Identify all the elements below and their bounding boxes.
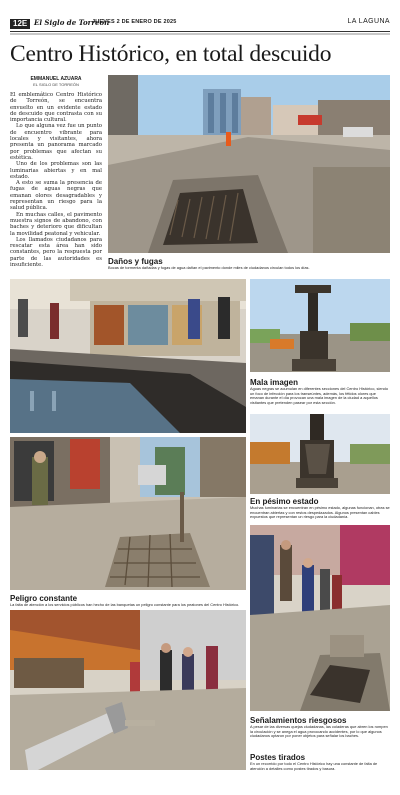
caption-text-postes: En un recorrido por todo el Centro Histórico hay una constante de falta de atención a detalles como postes tirados y basura. — [250, 761, 378, 771]
page-number: 12E — [10, 19, 30, 29]
caption-text-mala-imagen: Aguas negras se acumulan en diferentes secciones del Centro Histórico, siendo un foco de infección para los transeúntes, además, los fétidos olores que emanan durante el día provocan una mala imagen de la ciudad a aquellos visitantes que pretenden pasear por esta sección. — [250, 386, 388, 405]
photo-street-drain — [108, 75, 390, 253]
article-paragraph: A esto se suma la presencia de fugas de aguas negras que emanan olores desagradables y representan un riesgo para la salud pública. — [10, 180, 102, 212]
caption-text-senalamientos: A pesar de las diversas quejas ciudadanas, las coladeras que abren los rompen la circulación y se anega el agua provocando accidentes, por lo que algunos ciudadanos optaron por poner objetos para señalar los baches. — [250, 724, 388, 739]
photo-lamp-base — [250, 414, 390, 494]
photo-broken-grate — [10, 437, 246, 590]
caption-title-pesimo: En pésimo estado — [250, 497, 319, 506]
masthead-rule-grey — [10, 33, 390, 35]
masthead-rule — [10, 31, 390, 32]
photo-sewage-sidewalk — [10, 279, 246, 433]
caption-title-postes: Postes tirados — [250, 753, 306, 762]
caption-title-mala-imagen: Mala imagen — [250, 378, 299, 387]
article-paragraph: Lo que alguna vez fue un punto de encuentro vibrante para locales y visitantes, ahora presenta un panorama marcado por problemas que afectan su estética. — [10, 123, 102, 161]
byline-department: EL SIGLO DE TORREÓN — [33, 82, 79, 87]
photo-fallen-post — [10, 610, 246, 770]
caption-text-danos: Bocas de tormenta dañadas y fugas de agua dañan el pavimento donde miles de ciudadanos circulan todos los días. — [108, 265, 310, 270]
article-paragraph: Los llamados ciudadanos para rescatar esta área han sido constantes, pero la respuesta por parte de las autoridades es insuficiente. — [10, 236, 102, 269]
caption-title-danos: Daños y fugas — [108, 257, 163, 266]
caption-title-peligro: Peligro constante — [10, 594, 78, 603]
photo-broken-lamp-post — [250, 279, 390, 372]
masthead — [10, 18, 390, 30]
section-name: LA LAGUNA — [347, 18, 390, 25]
caption-title-senalamientos: Señalamientos riesgosos — [250, 716, 347, 725]
newspaper-brand: El Siglo de Torreón — [34, 18, 110, 27]
article-paragraph: Uno de los problemas son las luminarias abiertas y en mal estado. — [10, 161, 102, 180]
photo-pothole-street — [250, 525, 390, 711]
byline-author: EMMANUEL AZUARA — [30, 76, 82, 82]
caption-text-pesimo: Muchas luminarias se encuentran en pésimo estado, algunas funcionan, otras se encuentran abiertas y con restos despedazados. Algunos presentan cables expuestos que representan un riesgo para la ciudadanía. — [250, 505, 390, 520]
article-paragraph: En muchas calles, el pavimento muestra signos de abandono, con baches y deterioro que dificultan la movilidad peatonal y vehicular. — [10, 211, 102, 237]
caption-text-peligro: La falta de atención a los servicios públicos han hecho de las banquetas un peligro constante para los peatones del Centro Histórico. — [10, 602, 240, 607]
article-paragraph: El emblemático Centro Histórico de Torreón, se encuentra envuelto en un evidente estado de descuido que contrasta con su importancia cultural. — [10, 92, 102, 124]
issue-date: JUEVES 2 DE ENERO DE 2025 — [92, 19, 177, 25]
headline: Centro Histórico, en total descuido — [10, 41, 332, 67]
article-body — [10, 92, 102, 268]
